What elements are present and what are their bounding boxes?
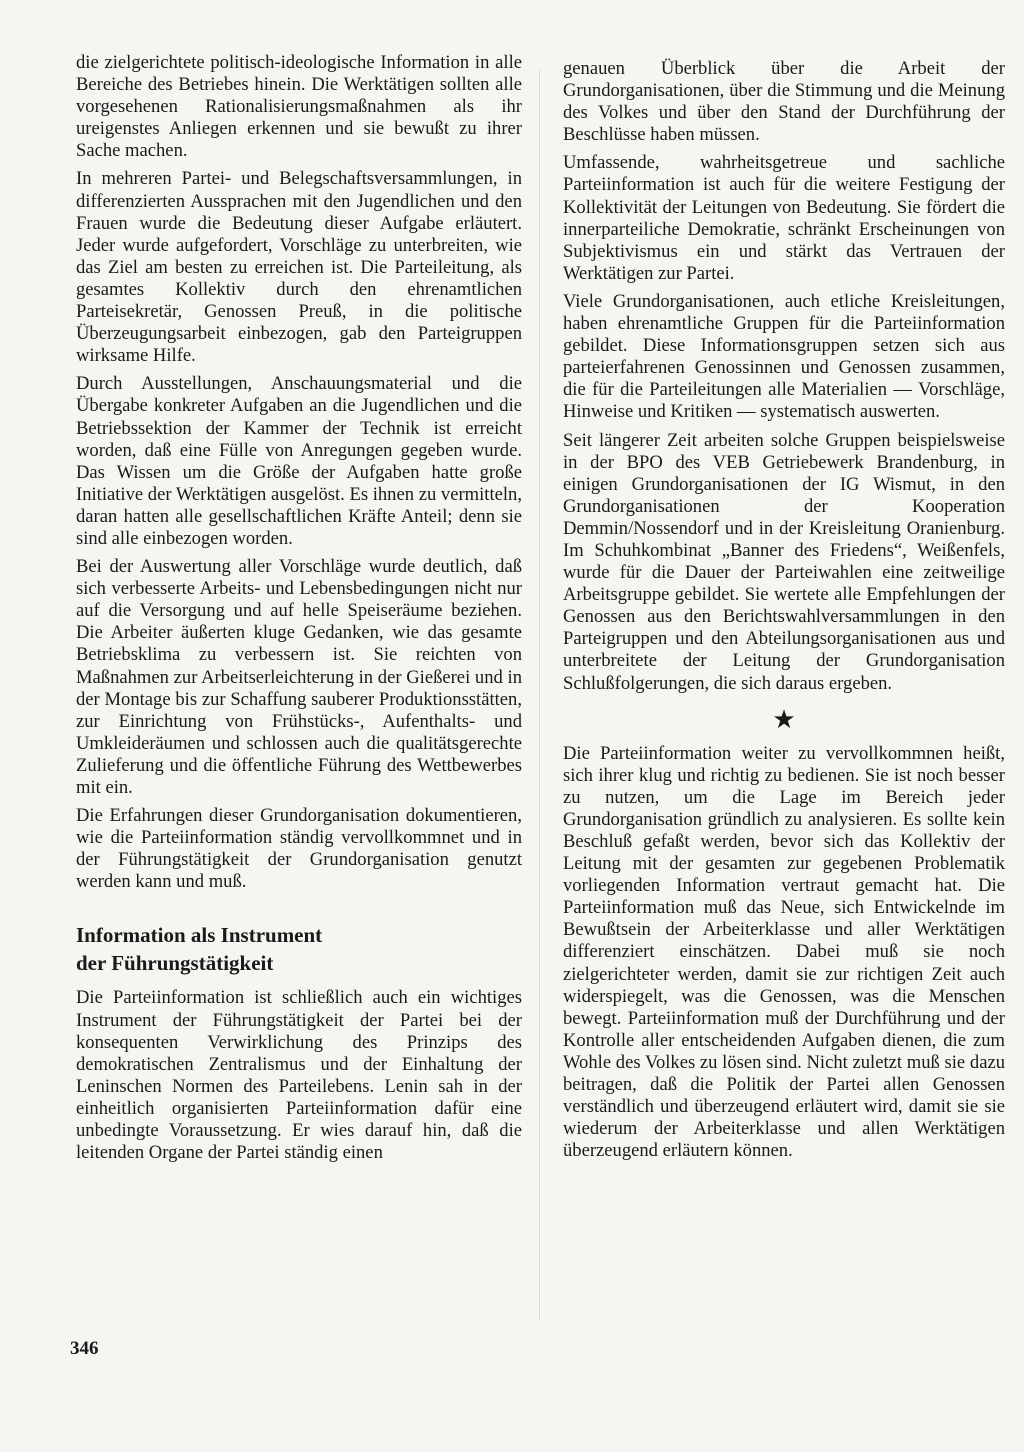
section-heading xyxy=(76,921,522,977)
left-column xyxy=(76,52,522,1170)
paragraph: die zielgerichtete politisch-ideologische Information in alle Bereiche des Betriebes hinein. Die Werktätigen sollten alle vorgesehenen Rationalisierungsmaßnahmen als ihr ureigenstes Anliegen erkennen und sie bewußt zu ihrer Sache machen. xyxy=(76,52,522,162)
star-separator-icon: ★ xyxy=(772,704,796,734)
section-heading-line: der Führungstätigkeit xyxy=(76,951,274,976)
paragraph: Die Parteiinformation weiter zu vervollkommnen heißt, sich ihrer klug und richtig zu bedienen. Sie ist noch besser zu nutzen, um die Lage im Bereich jeder Grundorganisation gründlich zu analysieren. Es sollte kein Beschluß gefaßt werden, bevor sich das Kollektiv der Leitung mit der gesamten zur gegebenen Problematik vorliegenden Information vertraut gemacht hat. Die Parteiinformation muß das Neue, sich Entwickelnde im Bewußtsein der Arbeiterklasse und aller Werktätigen differenziert einschätzen. Dabei muß sie noch zielgerichteter werden, damit sie zur richtigen Zeit auch widerspiegelt, was die Genossen, was die Menschen bewegt. Parteiinformation muß der Durchführung und der Kontrolle aller entscheidenden Aufgaben dienen, die zum Wohle des Volkes zu lösen sind. Nicht zuletzt muß sie dazu beitragen, daß die Politik der Partei allen Genossen verständlich und überzeugend erläutert wird, damit sie sie wiederum der Arbeiterklasse und allen Werktätigen überzeugend erläutern können. xyxy=(563,742,1005,1162)
section-heading-line: Information als Instrument xyxy=(76,923,323,948)
column-gutter xyxy=(539,70,540,1320)
paragraph: Die Parteiinformation ist schließlich auch ein wichtiges Instrument der Führungstätigkeit der Partei bei der konsequenten Verwirklichung des Prinzips des demokratischen Zentralismus und der Einhaltung der Leninschen Normen des Parteilebens. Lenin sah in der einheitlich organisierten Parteiinformation dafür eine unbedingte Voraussetzung. Er wies darauf hin, daß die leitenden Organe der Partei ständig einen xyxy=(76,987,522,1164)
paragraph: Seit längerer Zeit arbeiten solche Gruppen beispielsweise in der BPO des VEB Getriebewerk Brandenburg, in einigen Grundorganisationen der IG Wismut, in den Grundorganisationen der Kooperation Demmin/Nossendorf und in der Kreisleitung Oranienburg. Im Schuhkombinat „Banner des Friedens“, Weißenfels, wurde für die Dauer der Parteiwahlen eine zeitweilige Arbeitsgruppe gebildet. Sie wertete alle Empfehlungen der Genossen aus den Berichtswahlversammlungen in den Parteigruppen und den Abteilungsorganisationen aus und unterbreitete der Leitung der Grundorganisation Schlußfolgerungen, die sich daraus ergeben. xyxy=(563,429,1005,694)
page-number: 346 xyxy=(70,1338,99,1359)
paragraph: Durch Ausstellungen, Anschauungsmaterial und die Übergabe konkreter Aufgaben an die Jugendlichen und die Betriebssektion der Kammer der Technik ist erreicht worden, daß eine Fülle von Anregungen gegeben wurde. Das Wissen um die Größe der Aufgaben hatte große Initiative der Werktätigen ausgelöst. Es ihnen zu vermitteln, daran hatten alle gesellschaftlichen Kräfte Anteil; denn sie sind alle einbezogen worden. xyxy=(76,373,522,549)
paragraph: Bei der Auswertung aller Vorschläge wurde deutlich, daß sich verbesserte Arbeits- und Lebensbedingungen nicht nur auf die Versorgung und auf helle Speiseräume beziehen. Die Arbeiter äußerten kluge Gedanken, wie das gesamte Betriebsklima zu verbessern ist. Sie reichten von Maßnahmen zur Arbeitserleichterung in der Gießerei und in der Montage bis zur Schaffung sauberer Produktionsstätten, zur Einrichtung von Frühstücks-, Aufenthalts- und Umkleideräumen und schlossen auch die qualitätsgerechte Zulieferung und die öffentliche Führung des Wettbewerbes mit ein. xyxy=(76,556,522,798)
paragraph: Umfassende, wahrheitsgetreue und sachliche Parteiinformation ist auch für die weitere Festigung der Kollektivität der Leitungen von Bedeutung. Sie fördert die innerparteiliche Demokratie, schränkt Erscheinungen von Subjektivismus ein und stärkt das Vertrauen der Werktätigen zur Partei. xyxy=(563,152,1005,284)
paragraph: Die Erfahrungen dieser Grundorganisation dokumentieren, wie die Parteiinformation ständig vervollkommnet und in der Führungstätigkeit der Grundorganisation genutzt werden kann und muß. xyxy=(76,805,522,893)
paragraph: Viele Grundorganisationen, auch etliche Kreisleitungen, haben ehrenamtliche Gruppen für die Parteiinformation gebildet. Diese Informationsgruppen setzen sich aus parteierfahrenen Genossinnen und Genossen zusammen, die für die Parteileitungen alle Materialien — Vorschläge, Hinweise und Kritiken — systematisch auswerten. xyxy=(563,290,1005,423)
paragraph: In mehreren Partei- und Belegschaftsversammlungen, in differenzierten Aussprachen mit den Jugendlichen und den Frauen wurde die Bedeutung dieser Aufgabe erläutert. Jeder wurde aufgefordert, Vorschläge zu unterbreiten, wie das Ziel am besten zu erreichen ist. Die Parteileitung, als gesamtes Kollektiv durch den ehrenamtlichen Parteisekretär, Genossen Preuß, in die politische Überzeugungsarbeit einbezogen, gab den Parteigruppen wirksame Hilfe. xyxy=(76,168,522,367)
right-column xyxy=(563,58,1005,1168)
paragraph: genauen Überblick über die Arbeit der Grundorganisationen, über die Stimmung und die Meinung des Volkes und über den Stand der Durchführung der Beschlüsse haben müssen. xyxy=(563,58,1005,146)
